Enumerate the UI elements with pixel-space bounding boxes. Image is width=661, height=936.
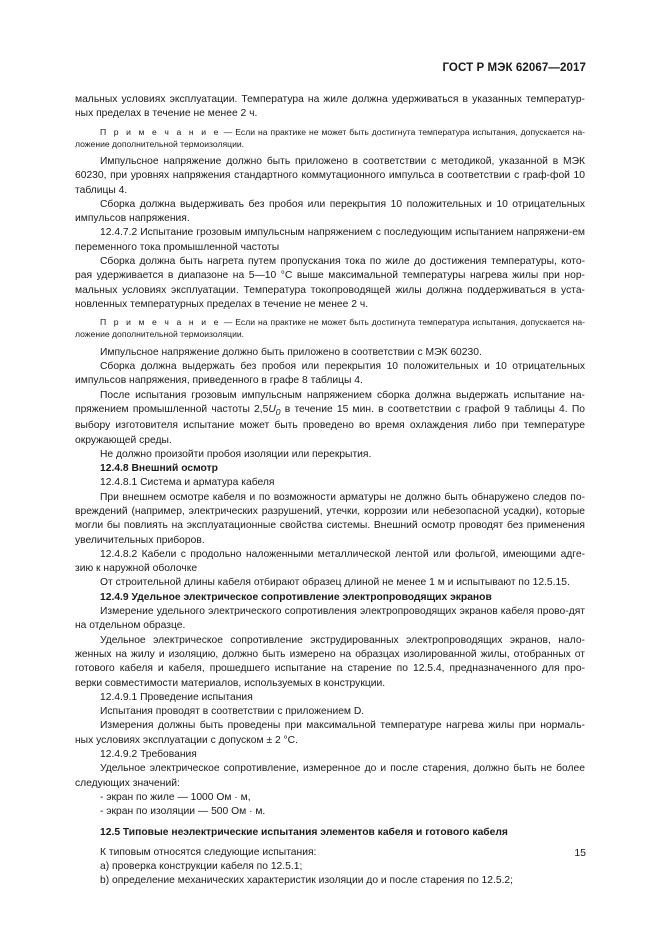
paragraph-after-test xyxy=(75,389,585,448)
heading-12-5: 12.5 Типовые неэлектрические испытания элементов кабеля и готового кабеля xyxy=(100,826,508,838)
heading-12-4-9: 12.4.9 Удельное электрическое сопротивление электропроводящих экранов xyxy=(100,591,492,603)
text-fragment: После испытания грозовым импульсным напряжением сборка должна выдержать испытание на-пряжением промышленной частоты 2,5 xyxy=(75,389,585,415)
clause-12-4-8-2: 12.4.8.2 Кабели с продольно наложенными металлической лентой или фольгой, имеющими адге-зию к наружной оболочке xyxy=(75,548,585,575)
list-item: - экран по изоляции — 500 Ом · м. xyxy=(100,806,266,818)
paragraph: К типовым относятся следующие испытания: xyxy=(100,846,317,858)
symbol-main: U xyxy=(268,403,276,415)
clause-12-4-7-2: 12.4.7.2 Испытание грозовым импульсным напряжением с последующим испытанием напряжени-ем переменного тока промышленной частоты xyxy=(75,227,585,253)
paragraph: При внешнем осмотре кабеля и по возможности арматуры не должно быть обнаружено следов по-вреждений (например, электрических разрушений, утечки, коррозии или небезопасной усадки), которые могли бы повлиять на эксплуатационные свойства системы. Внешний осмотр проводят без применения увеличительных приборов. xyxy=(75,491,585,546)
symbol-subscript: 0 xyxy=(275,406,281,417)
page-number: 15 xyxy=(574,847,586,859)
clause-12-4-8-1: 12.4.8.1 Система и арматура кабеля xyxy=(100,477,275,489)
paragraph: Удельное электрическое сопротивление экструдированных электропроводящих экранов, нало-женных на жилу и изоляцию, должно быть измерено на образцах изолированной жилы, отобранных от готового кабеля и кабеля, прошедшего испытание на старение по 12.5.4, предназначенного для про-верки совместимости материалов, используемых в конструкции. xyxy=(75,634,585,689)
paragraph: Сборка должна выдерживать без пробоя или перекрытия 10 положительных и 10 отрицательных импульсов напряжения. xyxy=(75,198,585,225)
paragraph: Не должно произойти пробоя изоляции или перекрытия. xyxy=(100,448,372,460)
list-item: - экран по жиле — 1000 Ом · м, xyxy=(100,791,251,803)
note xyxy=(75,316,585,340)
clause-12-4-9-1: 12.4.9.1 Проведение испытания xyxy=(100,691,253,703)
paragraph: Удельное электрическое сопротивление, измеренное до и после старения, должно быть не более следующих значений: xyxy=(75,763,585,789)
body-text xyxy=(75,93,585,889)
paragraph: От строительной длины кабеля отбирают образец длиной не менее 1 м и испытывают по 12.5.15. xyxy=(100,577,570,589)
note-text: — Если на практике не может быть достигнута температура испытания, допускается на-ложение дополнительной термоизоляции. xyxy=(75,317,585,340)
note xyxy=(75,126,585,150)
paragraph: Испытания проводят в соответствии с приложением D. xyxy=(100,706,365,718)
list-item: b) определение механических характеристик изоляции до и после старения по 12.5.2; xyxy=(100,875,514,887)
paragraph: Измерение удельного электрического сопротивления электропроводящих экранов кабеля прово-дят на отдельном образце. xyxy=(75,606,585,632)
paragraph: Импульсное напряжение должно быть приложено в соответствии с МЭК 60230. xyxy=(100,346,482,358)
list-item: a) проверка конструкции кабеля по 12.5.1; xyxy=(100,861,303,873)
paragraph: Измерения должны быть проведены при максимальной температуре нагрева жилы при нормаль-ных условиях эксплуатации с допуском ± 2 °С. xyxy=(75,720,585,746)
paragraph: Импульсное напряжение должно быть приложено в соответствии с методикой, указанной в МЭК 60230, при уровнях напряжения стандартного коммутационного импульса в соответствии с граф-фой 10 таблицы 4. xyxy=(75,156,585,196)
text-fragment: в течение 15 мин. в соответствии с графой 9 таблицы 4. По выбору изготовителя испытание может быть проведено во время охлаждения либо при температуре окружающей среды. xyxy=(75,403,585,446)
document-header: ГОСТ Р МЭК 62067—2017 xyxy=(442,62,586,74)
note-label: П р и м е ч а н и е xyxy=(100,317,221,328)
note-label: П р и м е ч а н и е xyxy=(100,126,221,137)
voltage-symbol xyxy=(268,404,280,415)
clause-12-4-9-2: 12.4.9.2 Требования xyxy=(100,749,197,761)
paragraph: Сборка должна быть нагрета путем пропускания тока по жиле до достижения температуры, кото-рая удерживается в диапазоне на 5—10 °С выше максимальной температуры нагрева жилы при нор-мальных условиях эксплуатации. Температура токопроводящей жилы должна поддерживаться в уста-новленных температурных пределах в течение не менее 2 ч. xyxy=(75,256,585,310)
note-text: — Если на практике не может быть достигнута температура испытания, допускается на-ложение дополнительной термоизоляции. xyxy=(75,126,585,149)
paragraph: Сборка должна выдержать без пробоя или перекрытия 10 положительных и 10 отрицательных импульсов напряжения, приведенного в графе 8 таблицы 4. xyxy=(75,360,585,387)
heading-12-4-8: 12.4.8 Внешний осмотр xyxy=(100,463,218,475)
paragraph: мальных условиях эксплуатации. Температура на жиле должна удерживаться в указанных температур-ных пределах в течение не менее 2 ч. xyxy=(75,94,585,120)
